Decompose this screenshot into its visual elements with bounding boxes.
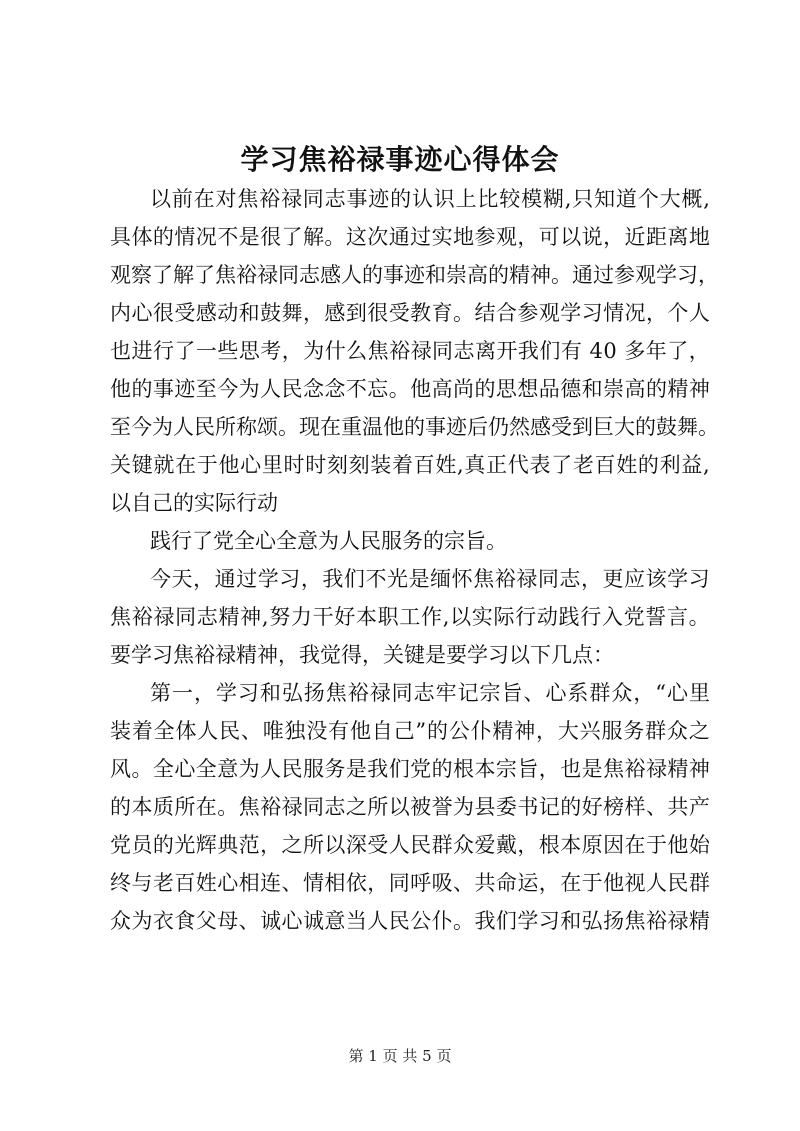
- text-line: 内 心 很 受 感 动 和 鼓 舞 ， 感 到 很 受 教 育 。 结 合 参 观 学 习 情 况 ， 个 人: [110, 301, 710, 325]
- text-line: 装 着 全 体 人 民 、 唯 独 没 有 他 自 己 ” 的 公 仆 精 神 ， 大 兴 服 务 群 众 之: [110, 719, 710, 743]
- document-title: 学习焦裕禄事迹心得体会: [240, 143, 560, 176]
- text-line: 以自己的实际行动: [110, 491, 278, 515]
- text-line: 终 与 老 百 姓 心 相 连 、 情 相 依 ， 同 呼 吸 、 共 命 运 ， 在 于 他 视 人 民 群: [110, 871, 710, 895]
- text-line: 第 一 ， 学 习 和 弘 扬 焦 裕 禄 同 志 牢 记 宗 旨 、 心 系 群 众 ， “ 心 里: [150, 681, 710, 705]
- page-footer: 第 1 页 共 5 页: [348, 1047, 452, 1065]
- text-line: 也 进 行 了 一 些 思 考 ， 为 什 么 焦 裕 禄 同 志 离 开 我 们 有 4 0 多 年 了 ，: [110, 339, 710, 363]
- text-line: 风 。 全 心 全 意 为 人 民 服 务 是 我 们 党 的 根 本 宗 旨 ， 也 是 焦 裕 禄 精 神: [110, 757, 710, 781]
- text-line: 众 为 衣 食 父 母 、 诚 心 诚 意 当 人 民 公 仆 。 我 们 学 习 和 弘 扬 焦 裕 禄 精: [110, 909, 710, 933]
- text-line: 以 前 在 对 焦 裕 禄 同 志 事 迹 的 认 识 上 比 较 模 糊 , 只 知 道 个 大 概 ,: [150, 187, 710, 211]
- text-line: 至 今 为 人 民 所 称 颂 。 现 在 重 温 他 的 事 迹 后 仍 然 感 受 到 巨 大 的 鼓 舞 。: [110, 415, 719, 439]
- text-line: 焦 裕 禄 同 志 精 神 , 努 力 干 好 本 职 工 作 , 以 实 际 行 动 践 行 入 党 誓 言 。: [110, 605, 710, 629]
- text-line: 具 体 的 情 况 不 是 很 了 解 。 这 次 通 过 实 地 参 观 ， 可 以 说 ， 近 距 离 地: [110, 225, 710, 249]
- text-line: 的 本 质 所 在 。 焦 裕 禄 同 志 之 所 以 被 誉 为 县 委 书 记 的 好 榜 样 、 共 产: [110, 795, 710, 819]
- text-line: 今 天 ， 通 过 学 习 ， 我 们 不 光 是 缅 怀 焦 裕 禄 同 志 ， 更 应 该 学 习: [150, 567, 710, 591]
- text-line: 要学习焦裕禄精神，我觉得，关键是要学习以下几点：: [110, 643, 614, 667]
- text-line: 他 的 事 迹 至 今 为 人 民 念 念 不 忘 。 他 高 尚 的 思 想 品 德 和 崇 高 的 精 神: [110, 377, 710, 401]
- text-line: 观 察 了 解 了 焦 裕 禄 同 志 感 人 的 事 迹 和 崇 高 的 精 神 。 通 过 参 观 学 习 ，: [110, 263, 719, 287]
- text-line: 党 员 的 光 辉 典 范 ， 之 所 以 深 受 人 民 群 众 爱 戴 ， 根 本 原 因 在 于 他 始: [110, 833, 710, 857]
- document-body: [110, 180, 719, 940]
- text-line: 关 键 就 在 于 他 心 里 时 时 刻 刻 装 着 百 姓 , 真 正 代 表 了 老 百 姓 的 利 益 ,: [110, 453, 710, 477]
- text-line: 践行了党全心全意为人民服务的宗旨。: [150, 529, 507, 553]
